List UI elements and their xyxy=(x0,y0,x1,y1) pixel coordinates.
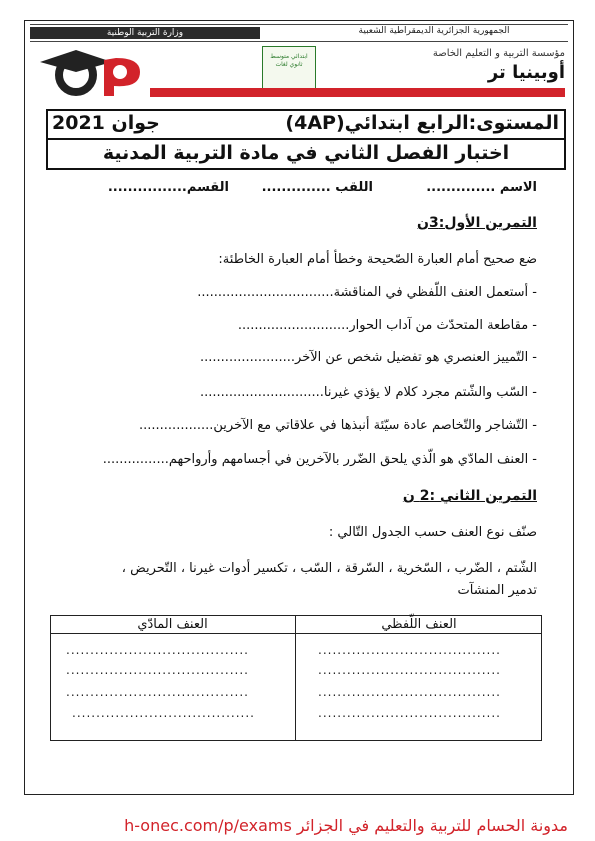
school-name: أوبينيا تر xyxy=(487,62,565,83)
exercise2-title: التمرين الثاني :2 ن xyxy=(402,488,537,504)
exercise1-item[interactable]: - التّشاجر والتّخاصم عادة سيّئة أنبذها في علاقاتي مع الآخرين.................. xyxy=(139,418,537,433)
level-label: المستوى:الرابع ابتدائي(4AP) xyxy=(285,112,559,134)
badge-text: ابتدائي متوسط ثانوي لغات xyxy=(270,53,308,68)
class-field[interactable]: القسم................ xyxy=(107,180,229,195)
footer-watermark: مدونة الحسام للتربية والتعليم في الجزائر h-onec.com/p/exams xyxy=(124,816,568,835)
answer-line[interactable]: ...................................... xyxy=(318,663,501,677)
exercise2-instruction: صنّف نوع العنف حسب الجدول التّالي : xyxy=(328,525,537,540)
exercise1-item[interactable]: - مقاطعة المتحدّث من آداب الحوار........................... xyxy=(237,318,537,333)
table-header-line xyxy=(50,633,542,634)
exercise2-words: الشّتم ، الضّرب ، السّخرية ، السّرقة ، السّب ، تكسير أدوات غيرنا ، التّحريض ، xyxy=(121,561,537,576)
institution-name: مؤسسة التربية و التعليم الخاصة xyxy=(432,48,565,59)
answer-line[interactable]: ...................................... xyxy=(318,706,501,720)
exercise1-item[interactable]: - التّمييز العنصري هو تفضيل شخص عن الآخر....................... xyxy=(200,350,537,365)
exercise1-item[interactable]: - أستعمل العنف اللّفظي في المناقشة................................. xyxy=(197,285,537,300)
school-badge xyxy=(262,46,316,90)
contact-bar xyxy=(150,88,565,97)
surname-field[interactable]: اللقب .............. xyxy=(261,180,373,195)
table-header-verbal: العنف اللّفظي xyxy=(381,617,457,632)
name-field[interactable]: الاسم .............. xyxy=(426,180,537,195)
exercise1-item[interactable]: - العنف المادّي هو الّذي يلحق الضّرر بالآخرين في أجسامهم وأرواحهم................ xyxy=(102,452,537,467)
exercise1-item[interactable]: - السّب والشّتم مجرد كلام لا يؤذي غيرنا.............................. xyxy=(199,385,537,400)
answer-line[interactable]: ...................................... xyxy=(72,706,255,720)
exercise1-instruction: ضع صحيح أمام العبارة الصّحيحة وخطأ أمام العبارة الخاطئة: xyxy=(218,252,537,267)
ministry-band: وزارة التربية الوطنية xyxy=(30,27,260,39)
answer-line[interactable]: ...................................... xyxy=(318,685,501,699)
exercise1-title: التمرين الأول:3ن xyxy=(417,215,537,231)
exercise2-words: تدمير المنشآت xyxy=(457,583,537,598)
exam-date: جوان 2021 xyxy=(52,112,160,134)
answer-line[interactable]: ...................................... xyxy=(66,643,249,657)
republic-band: الجمهورية الجزائرية الديمقراطية الشعبية xyxy=(358,26,510,36)
answer-line[interactable]: ...................................... xyxy=(318,643,501,657)
answer-line[interactable]: ...................................... xyxy=(66,663,249,677)
table-header-physical: العنف المادّي xyxy=(137,617,208,632)
answer-line[interactable]: ...................................... xyxy=(66,685,249,699)
exam-title: اختبار الفصل الثاني في مادة التربية المدنية xyxy=(102,142,510,164)
op-logo-icon xyxy=(36,48,156,98)
